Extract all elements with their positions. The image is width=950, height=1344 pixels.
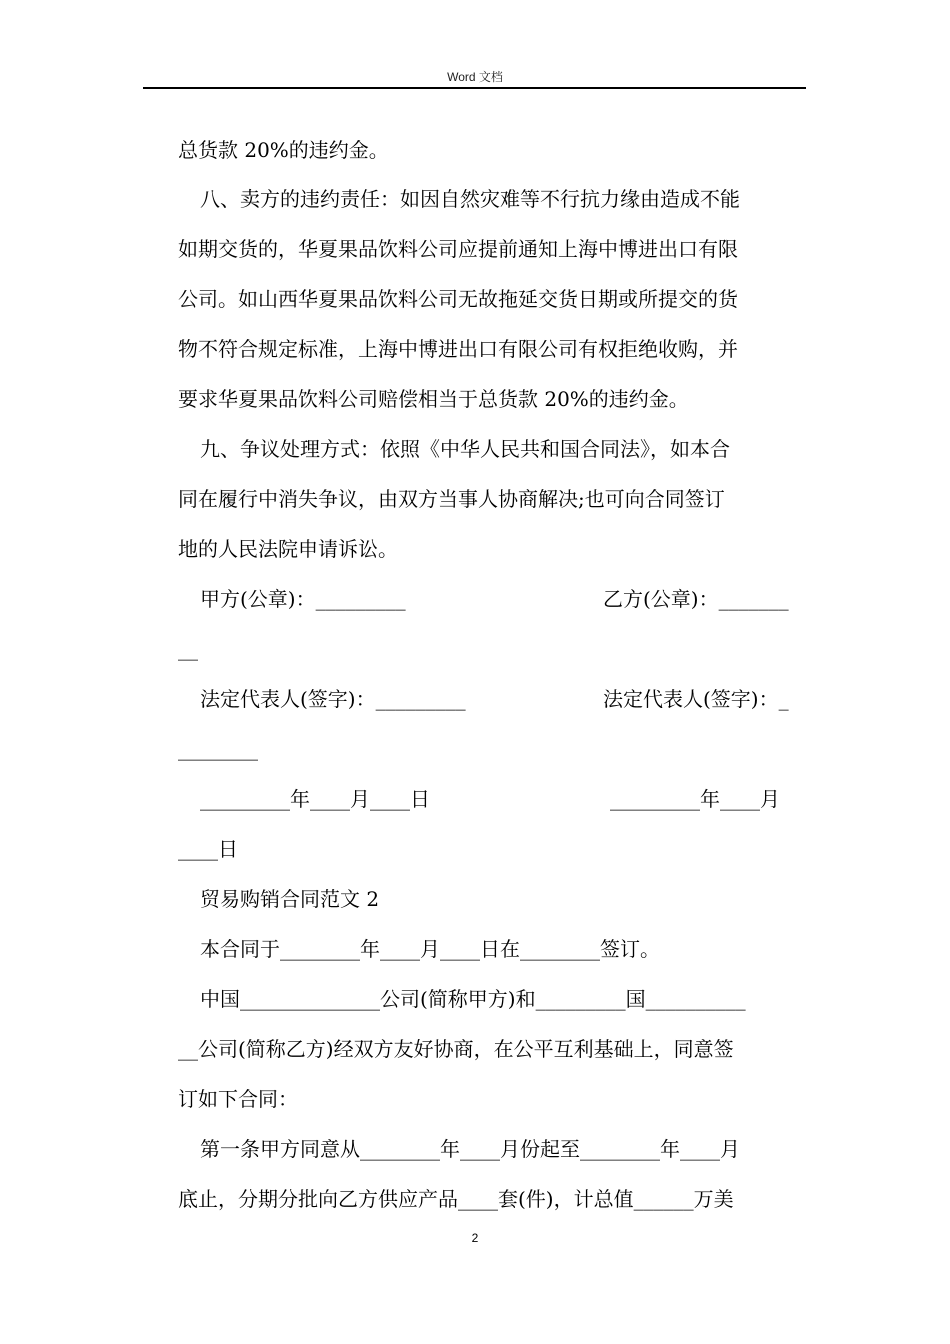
paragraph-line: 中国______________公司(简称甲方)和_________国__________: [200, 987, 746, 1011]
paragraph-line: 如期交货的，华夏果品饮料公司应提前通知上海中博进出口有限: [178, 237, 738, 261]
paragraph-line: 总货款 20%的违约金。: [178, 138, 389, 162]
header-divider: [143, 87, 806, 89]
paragraph-line: 要求华夏果品饮料公司赔偿相当于总货款 20%的违约金。: [178, 387, 689, 411]
party-b-date-line: _________年____月: [610, 787, 780, 811]
paragraph-line: 订如下合同：: [178, 1087, 298, 1111]
paragraph-line: 地的人民法院申请诉讼。: [178, 537, 398, 561]
party-b-seal-line: 乙方(公章)：_______: [603, 587, 789, 611]
paragraph-line: 第一条甲方同意从________年____月份起至________年____月: [200, 1137, 740, 1161]
paragraph-line: 公司。如山西华夏果品饮料公司无故拖延交货日期或所提交的货: [178, 287, 738, 311]
party-a-seal-line: 甲方(公章)：_________: [200, 587, 406, 611]
paragraph-line: 本合同于________年____月____日在________签订。: [200, 937, 660, 961]
page-number: 2: [471, 1231, 479, 1245]
party-b-seal-continuation: __: [178, 637, 198, 661]
paragraph-line: __公司(简称乙方)经双方友好协商，在公平互利基础上，同意签: [178, 1037, 734, 1061]
section-title: 贸易购销合同范文 2: [200, 887, 380, 911]
party-b-representative-line: 法定代表人(签字)：_: [603, 687, 789, 711]
party-a-date-line: _________年____月____日: [200, 787, 430, 811]
paragraph-line: 底止，分期分批向乙方供应产品____套(件)，计总值______万美: [178, 1187, 734, 1211]
paragraph-line: 物不符合规定标准，上海中博进出口有限公司有权拒绝收购，并: [178, 337, 738, 361]
party-b-representative-continuation: ________: [178, 737, 258, 761]
paragraph-line: 九、争议处理方式：依照《中华人民共和国合同法》，如本合: [200, 437, 730, 461]
paragraph-line: 八、卖方的违约责任：如因自然灾难等不行抗力缘由造成不能: [200, 187, 740, 211]
party-a-representative-line: 法定代表人(签字)：_________: [200, 687, 466, 711]
paragraph-line: 同在履行中消失争议，由双方当事人协商解决;也可向合同签订: [178, 487, 725, 511]
page-header: Word 文档: [447, 70, 503, 84]
party-b-date-continuation: ____日: [178, 837, 238, 861]
